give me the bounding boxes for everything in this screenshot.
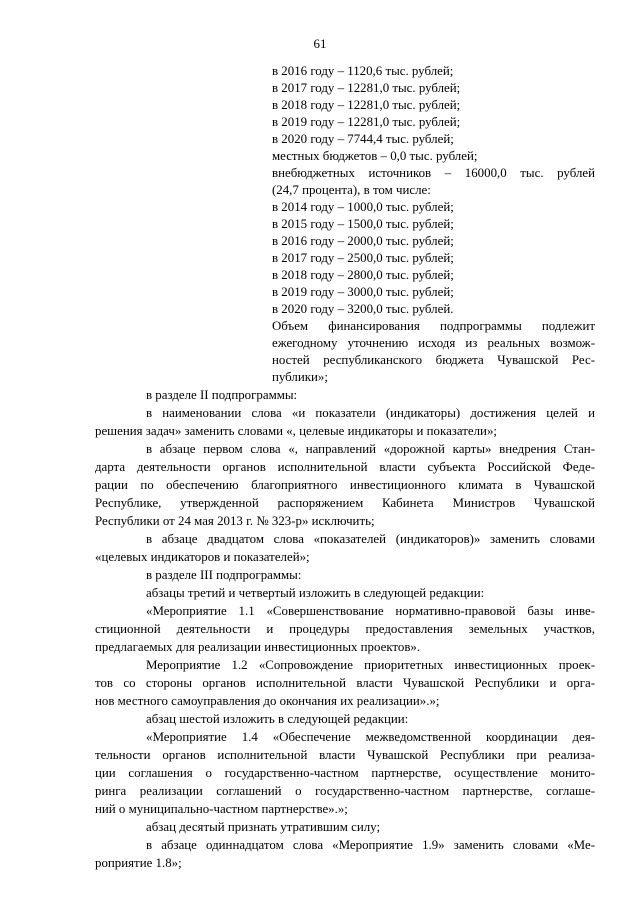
paragraph-line: Мероприятие 1.2 «Сопровождение приоритетных инвестиционных проек- [146,658,595,672]
financing-line: в 2019 году – 12281,0 тыс. рублей; [272,115,461,129]
paragraph-line: ний о муниципально-частном партнерстве».»; [95,802,348,816]
financing-line: в 2014 году – 1000,0 тыс. рублей; [272,200,454,214]
financing-line: в 2020 году – 3200,0 тыс. рублей. [272,302,454,316]
paragraph-line: тов со стороны органов исполнительной власти Чувашской Республики и орга- [95,676,595,690]
paragraph-line: абзац десятый признать утратившим силу; [146,820,381,834]
paragraph-line: нов местного самоуправления до окончания их реализации».»; [95,694,440,708]
paragraph-line: Республике, утвержденной распоряжением Кабинета Министров Чувашской [95,496,595,510]
financing-line: в 2016 году – 1120,6 тыс. рублей; [272,64,454,78]
financing-line: публики»; [272,370,328,384]
financing-line: в 2017 году – 12281,0 тыс. рублей; [272,81,461,95]
paragraph-line: «целевых индикаторов и показателей»; [95,550,310,564]
paragraph-line: дарта деятельности органов исполнительной власти субъекта Российской Феде- [95,460,595,474]
paragraph-line: в наименовании слова «и показатели (индикаторы) достижения целей и [146,406,595,420]
paragraph-line: стиционной деятельности и процедуры предоставления земельных участков, [95,622,595,636]
paragraph-line: абзац шестой изложить в следующей редакции: [146,712,409,726]
financing-line: местных бюджетов – 0,0 тыс. рублей; [272,149,478,163]
paragraph-line: абзацы третий и четвертый изложить в следующей редакции: [146,586,485,600]
financing-line: в 2017 году – 2500,0 тыс. рублей; [272,251,454,265]
paragraph-line: в разделе III подпрограммы: [146,568,302,582]
paragraph-line: Республики от 24 мая 2013 г. № 323-р» исключить; [95,514,375,528]
paragraph-line: предлагаемых для реализации инвестиционных проектов». [95,640,421,654]
financing-line: ностей республиканского бюджета Чувашской Рес- [272,353,595,367]
financing-line: в 2019 году – 3000,0 тыс. рублей; [272,285,454,299]
paragraph-line: ции соглашения о государственно-частном партнерстве, осуществление монито- [95,766,595,780]
paragraph-line: в абзаце двадцатом слова «показателей (индикаторов)» заменить словами [146,532,595,546]
financing-line: в 2016 году – 2000,0 тыс. рублей; [272,234,454,248]
financing-line: (24,7 процента), в том числе: [272,183,431,197]
paragraph-line: «Мероприятие 1.1 «Совершенствование нормативно-правовой базы инве- [146,604,595,618]
financing-line: внебюджетных источников – 16000,0 тыс. рублей [272,166,595,180]
paragraph-line: тельности органов исполнительной власти Чувашской Республики при реализа- [95,748,595,762]
paragraph-line: роприятие 1.8»; [95,856,182,870]
financing-line: Объем финансирования подпрограммы подлежит [272,319,595,333]
paragraph-line: ринга реализации соглашений о государственно-частном партнерстве, соглаше- [95,784,595,798]
paragraph-line: «Мероприятие 1.4 «Обеспечение межведомственной координации дея- [146,730,595,744]
paragraph-line: рации по обеспечению благоприятного инвестиционного климата в Чувашской [95,478,595,492]
financing-line: в 2018 году – 2800,0 тыс. рублей; [272,268,454,282]
financing-line: в 2018 году – 12281,0 тыс. рублей; [272,98,461,112]
paragraph-line: решения задач» заменить словами «, целевые индикаторы и показатели»; [95,424,497,438]
financing-line: в 2020 году – 7744,4 тыс. рублей; [272,132,454,146]
financing-line: в 2015 году – 1500,0 тыс. рублей; [272,217,454,231]
paragraph-line: в абзаце первом слова «, направлений «дорожной карты» внедрения Стан- [146,442,595,456]
financing-line: ежегодному уточнению исходя из реальных возмож- [272,336,595,350]
paragraph-line: в абзаце одиннадцатом слова «Мероприятие 1.9» заменить словами «Ме- [146,838,595,852]
page-number: 61 [313,37,327,51]
paragraph-line: в разделе II подпрограммы: [146,388,298,402]
